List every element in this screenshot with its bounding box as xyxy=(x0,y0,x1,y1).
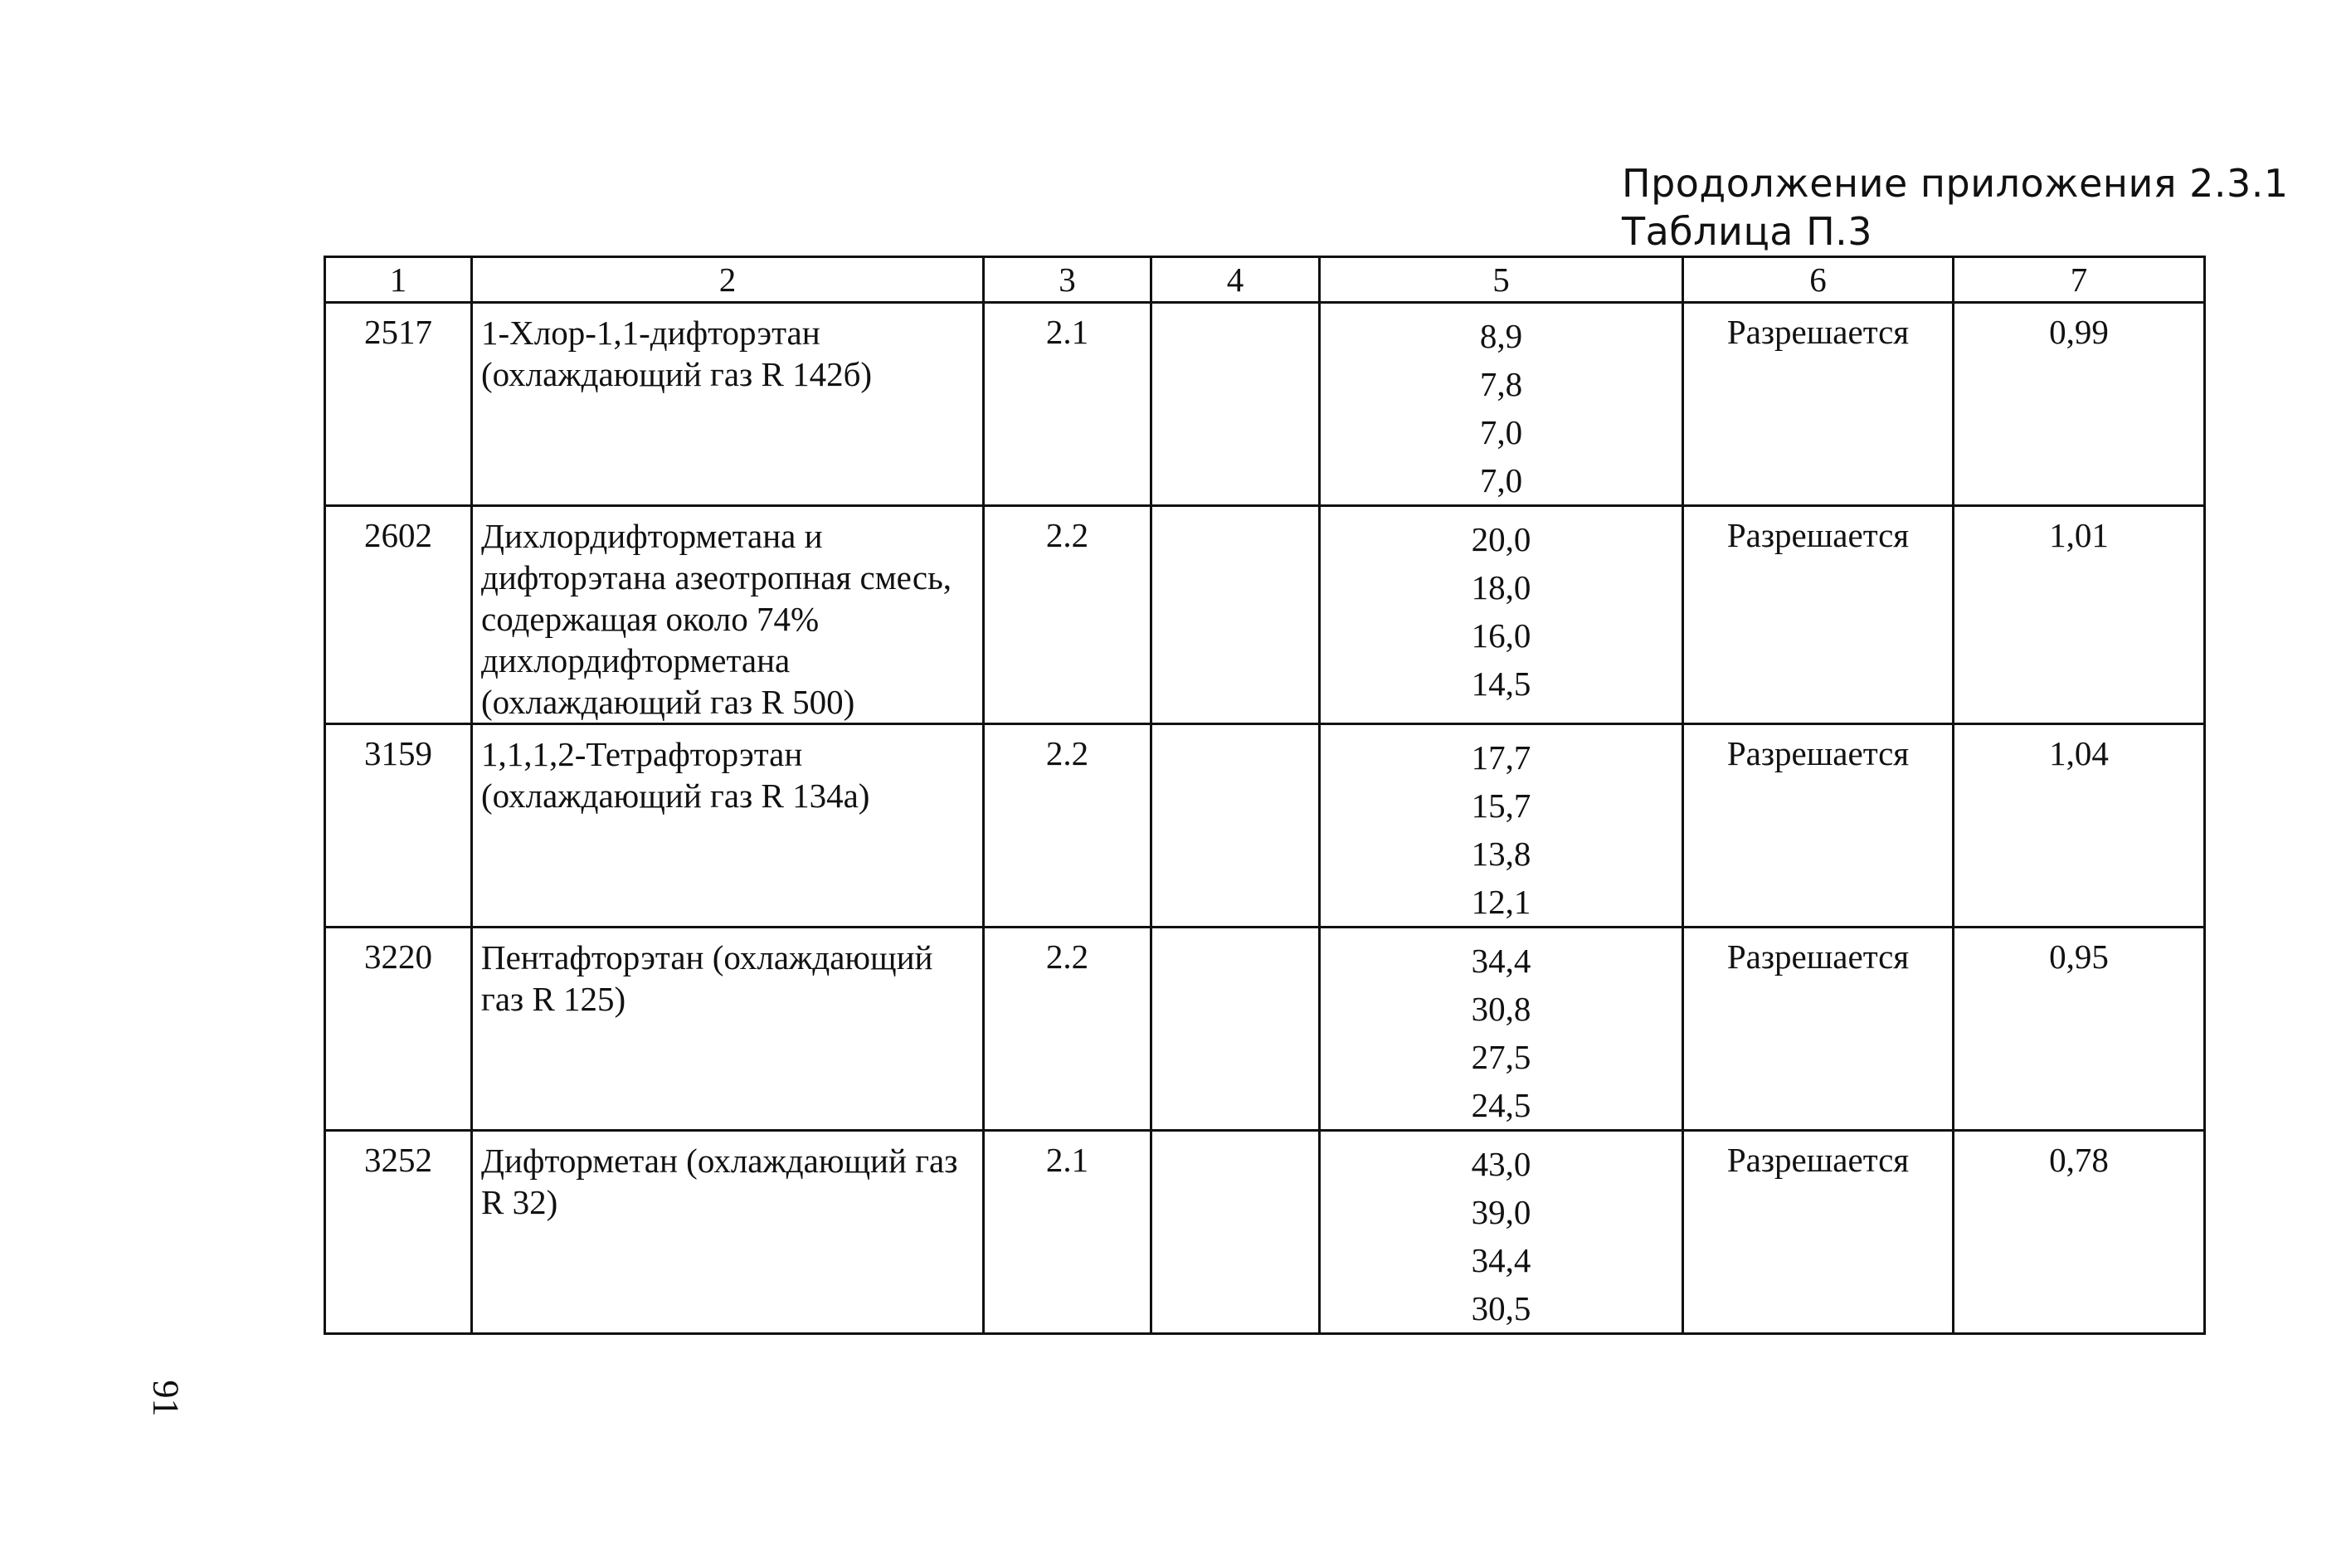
column-number-row xyxy=(325,257,2205,303)
value: 34,4 xyxy=(1471,1241,1531,1279)
table-row xyxy=(325,1131,2205,1334)
values-cell xyxy=(1320,928,1683,1131)
value: 20,0 xyxy=(1471,520,1531,558)
value: 8,9 xyxy=(1479,317,1523,355)
status-cell: Разрешается xyxy=(1683,303,1954,506)
ratio-cell: 0,78 xyxy=(1954,1131,2205,1334)
un-number-cell: 2602 xyxy=(325,506,472,724)
substance-name-cell: 1-Хлор-1,1-дифторэтан (охлаждающий газ R 142б) xyxy=(472,303,984,506)
gas-table xyxy=(324,256,2206,1335)
ratio-cell: 0,95 xyxy=(1954,928,2205,1131)
empty-cell xyxy=(1151,506,1320,724)
status-cell: Разрешается xyxy=(1683,506,1954,724)
value: 7,0 xyxy=(1479,461,1523,499)
status-cell: Разрешается xyxy=(1683,928,1954,1131)
empty-cell xyxy=(1151,303,1320,506)
empty-cell xyxy=(1151,928,1320,1131)
value: 30,5 xyxy=(1471,1289,1531,1327)
value: 27,5 xyxy=(1471,1038,1531,1076)
column-header: 7 xyxy=(1954,257,2205,303)
column-header: 2 xyxy=(472,257,984,303)
column-header: 4 xyxy=(1151,257,1320,303)
value: 43,0 xyxy=(1471,1145,1531,1183)
column-header: 3 xyxy=(984,257,1151,303)
value: 34,4 xyxy=(1471,942,1531,980)
value: 18,0 xyxy=(1471,568,1531,606)
substance-name-cell: Пентафторэтан (охлаждающий газ R 125) xyxy=(472,928,984,1131)
values-cell xyxy=(1320,1131,1683,1334)
value: 7,8 xyxy=(1479,365,1523,403)
ratio-cell: 1,04 xyxy=(1954,724,2205,928)
value: 15,7 xyxy=(1471,786,1531,825)
value: 16,0 xyxy=(1471,616,1531,655)
empty-cell xyxy=(1151,1131,1320,1334)
substance-name-cell: 1,1,1,2-Тетрафторэтан (охлаждающий газ R 134a) xyxy=(472,724,984,928)
appendix-continuation-title: Продолжение приложения 2.3.1 xyxy=(1622,161,2289,206)
values-cell xyxy=(1320,303,1683,506)
un-number-cell: 2517 xyxy=(325,303,472,506)
value: 12,1 xyxy=(1471,883,1531,921)
class-cell: 2.1 xyxy=(984,303,1151,506)
page-number: 91 xyxy=(145,1380,187,1417)
values-cell xyxy=(1320,724,1683,928)
value: 39,0 xyxy=(1471,1193,1531,1231)
ratio-cell: 0,99 xyxy=(1954,303,2205,506)
ratio-cell: 1,01 xyxy=(1954,506,2205,724)
value: 30,8 xyxy=(1471,990,1531,1028)
table-row xyxy=(325,928,2205,1131)
value: 13,8 xyxy=(1471,835,1531,873)
class-cell: 2.2 xyxy=(984,724,1151,928)
class-cell: 2.1 xyxy=(984,1131,1151,1334)
class-cell: 2.2 xyxy=(984,506,1151,724)
un-number-cell: 3220 xyxy=(325,928,472,1131)
value: 7,0 xyxy=(1479,413,1523,451)
column-header: 1 xyxy=(325,257,472,303)
un-number-cell: 3159 xyxy=(325,724,472,928)
class-cell: 2.2 xyxy=(984,928,1151,1131)
table-caption xyxy=(1622,159,2289,256)
value: 17,7 xyxy=(1471,738,1531,777)
empty-cell xyxy=(1151,724,1320,928)
table-label: Таблица П.3 xyxy=(1622,209,1873,254)
table-row xyxy=(325,506,2205,724)
un-number-cell: 3252 xyxy=(325,1131,472,1334)
value: 24,5 xyxy=(1471,1086,1531,1124)
column-header: 6 xyxy=(1683,257,1954,303)
column-header: 5 xyxy=(1320,257,1683,303)
table-row xyxy=(325,303,2205,506)
substance-name-cell: Дихлордифторметана и дифторэтана азеотропная смесь, содержащая около 74% дихлордифторметана (охлаждающий газ R 500) xyxy=(472,506,984,724)
table-row xyxy=(325,724,2205,928)
values-cell xyxy=(1320,506,1683,724)
substance-name-cell: Дифторметан (охлаждающий газ R 32) xyxy=(472,1131,984,1334)
value: 14,5 xyxy=(1471,665,1531,703)
status-cell: Разрешается xyxy=(1683,724,1954,928)
status-cell: Разрешается xyxy=(1683,1131,1954,1334)
